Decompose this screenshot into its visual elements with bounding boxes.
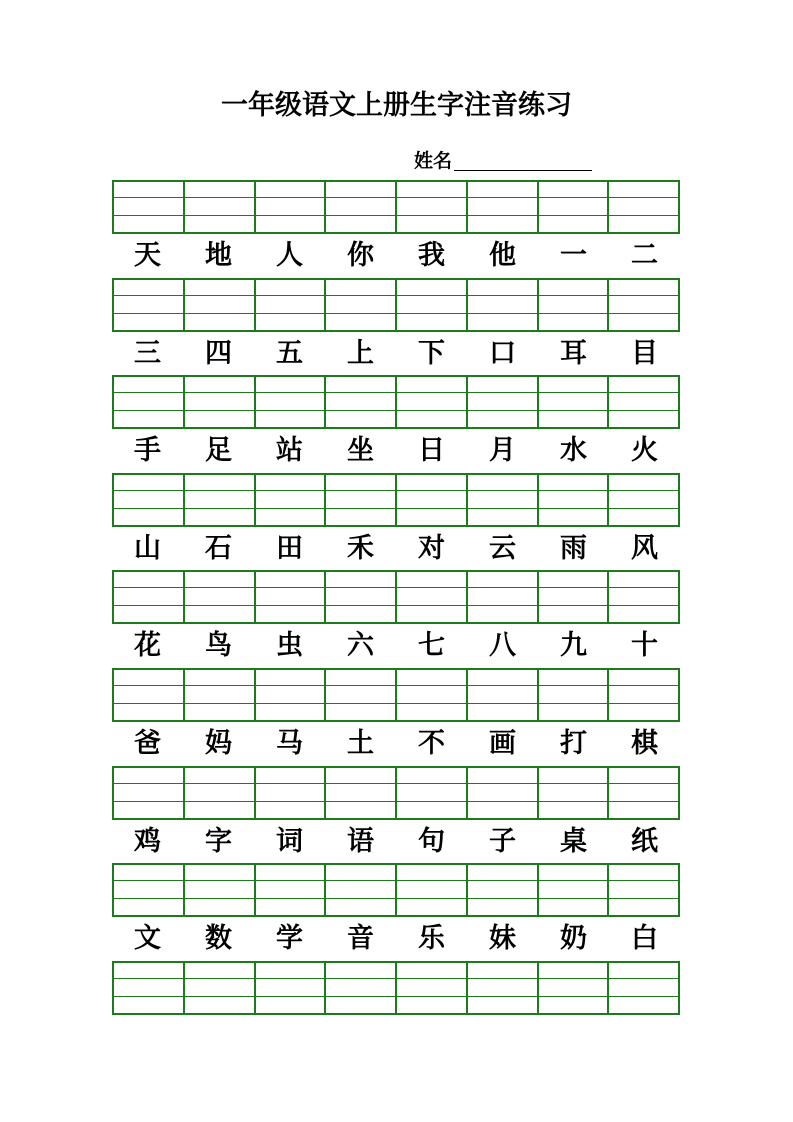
hanzi-character: 站 — [276, 435, 303, 466]
pinyin-grid-7 — [112, 766, 680, 820]
hanzi-character: 目 — [631, 338, 658, 369]
hanzi-character: 数 — [205, 923, 232, 954]
hanzi-character: 风 — [631, 533, 658, 564]
hanzi-character: 地 — [205, 240, 232, 271]
pinyin-cell[interactable] — [183, 475, 254, 525]
hanzi-character: 口 — [489, 338, 516, 369]
pinyin-cell[interactable] — [395, 768, 466, 818]
pinyin-cell[interactable] — [114, 377, 183, 427]
pinyin-cell[interactable] — [254, 670, 325, 720]
pinyin-cell[interactable] — [466, 280, 537, 330]
pinyin-cell[interactable] — [537, 670, 608, 720]
hanzi-character: 对 — [418, 533, 445, 564]
hanzi-character: 文 — [134, 923, 161, 954]
hanzi-character: 马 — [276, 728, 303, 759]
hanzi-character: 足 — [205, 435, 232, 466]
hanzi-character: 坐 — [347, 435, 374, 466]
hanzi-character: 雨 — [560, 533, 587, 564]
pinyin-cell[interactable] — [114, 572, 183, 622]
pinyin-cell[interactable] — [114, 182, 183, 232]
pinyin-cell[interactable] — [183, 768, 254, 818]
hanzi-character: 六 — [347, 630, 374, 661]
hanzi-character: 九 — [560, 630, 587, 661]
pinyin-grid-9 — [112, 961, 680, 1015]
hanzi-character: 棋 — [631, 728, 658, 759]
character-row-5 — [112, 626, 680, 666]
hanzi-character: 四 — [205, 338, 232, 369]
hanzi-character: 山 — [134, 533, 161, 564]
pinyin-cell[interactable] — [537, 377, 608, 427]
pinyin-grid-4 — [112, 473, 680, 527]
pinyin-cell[interactable] — [607, 475, 678, 525]
pinyin-cell[interactable] — [183, 182, 254, 232]
pinyin-cell[interactable] — [324, 670, 395, 720]
hanzi-character: 妹 — [489, 923, 516, 954]
hanzi-character: 手 — [134, 435, 161, 466]
pinyin-cell[interactable] — [607, 670, 678, 720]
hanzi-character: 耳 — [560, 338, 587, 369]
pinyin-cell[interactable] — [254, 377, 325, 427]
pinyin-cell[interactable] — [114, 475, 183, 525]
character-row-8 — [112, 919, 680, 959]
hanzi-character: 田 — [276, 533, 303, 564]
pinyin-cell[interactable] — [183, 865, 254, 915]
pinyin-cell[interactable] — [254, 963, 325, 1013]
pinyin-cell[interactable] — [537, 182, 608, 232]
pinyin-cell[interactable] — [254, 182, 325, 232]
pinyin-cell[interactable] — [395, 280, 466, 330]
pinyin-cell[interactable] — [395, 475, 466, 525]
hanzi-character: 八 — [489, 630, 516, 661]
hanzi-character: 画 — [489, 728, 516, 759]
pinyin-cell[interactable] — [537, 280, 608, 330]
pinyin-cell[interactable] — [114, 280, 183, 330]
hanzi-character: 鸟 — [205, 630, 232, 661]
character-row-7 — [112, 822, 680, 862]
hanzi-character: 句 — [418, 826, 445, 857]
hanzi-character: 石 — [205, 533, 232, 564]
pinyin-cell[interactable] — [324, 865, 395, 915]
pinyin-cell[interactable] — [395, 572, 466, 622]
hanzi-character: 天 — [134, 240, 161, 271]
pinyin-cell[interactable] — [324, 475, 395, 525]
character-row-1 — [112, 236, 680, 276]
hanzi-character: 子 — [489, 826, 516, 857]
hanzi-character: 日 — [418, 435, 445, 466]
pinyin-cell[interactable] — [254, 768, 325, 818]
pinyin-cell[interactable] — [607, 768, 678, 818]
pinyin-cell[interactable] — [183, 377, 254, 427]
pinyin-cell[interactable] — [114, 670, 183, 720]
pinyin-cell[interactable] — [254, 865, 325, 915]
pinyin-cell[interactable] — [324, 768, 395, 818]
pinyin-cell[interactable] — [466, 865, 537, 915]
pinyin-grid-2 — [112, 278, 680, 332]
pinyin-cell[interactable] — [183, 963, 254, 1013]
pinyin-grid-1 — [112, 180, 680, 234]
pinyin-cell[interactable] — [395, 182, 466, 232]
pinyin-cell[interactable] — [466, 182, 537, 232]
hanzi-character: 白 — [631, 923, 658, 954]
pinyin-cell[interactable] — [114, 963, 183, 1013]
hanzi-character: 花 — [134, 630, 161, 661]
pinyin-cell[interactable] — [537, 572, 608, 622]
name-label: 姓名 — [414, 150, 453, 172]
hanzi-character: 火 — [631, 435, 658, 466]
hanzi-character: 禾 — [347, 533, 374, 564]
hanzi-character: 虫 — [276, 630, 303, 661]
hanzi-character: 你 — [347, 240, 374, 271]
hanzi-character: 学 — [276, 923, 303, 954]
pinyin-cell[interactable] — [324, 572, 395, 622]
hanzi-character: 语 — [347, 826, 374, 857]
pinyin-cell[interactable] — [254, 280, 325, 330]
hanzi-character: 字 — [205, 826, 232, 857]
pinyin-cell[interactable] — [607, 572, 678, 622]
pinyin-cell[interactable] — [607, 182, 678, 232]
hanzi-character: 下 — [418, 338, 445, 369]
pinyin-cell[interactable] — [466, 572, 537, 622]
pinyin-cell[interactable] — [183, 670, 254, 720]
pinyin-cell[interactable] — [466, 768, 537, 818]
hanzi-character: 不 — [418, 728, 445, 759]
pinyin-cell[interactable] — [607, 280, 678, 330]
hanzi-character: 我 — [418, 240, 445, 271]
hanzi-character: 妈 — [205, 728, 232, 759]
pinyin-cell[interactable] — [395, 377, 466, 427]
pinyin-cell[interactable] — [466, 377, 537, 427]
pinyin-cell[interactable] — [466, 963, 537, 1013]
hanzi-character: 音 — [347, 923, 374, 954]
pinyin-cell[interactable] — [183, 572, 254, 622]
pinyin-cell[interactable] — [466, 475, 537, 525]
pinyin-cell[interactable] — [395, 963, 466, 1013]
pinyin-cell[interactable] — [607, 865, 678, 915]
pinyin-cell[interactable] — [324, 182, 395, 232]
pinyin-cell[interactable] — [607, 963, 678, 1013]
name-blank-line[interactable] — [454, 150, 592, 171]
pinyin-cell[interactable] — [114, 768, 183, 818]
hanzi-character: 二 — [631, 240, 658, 271]
character-row-3 — [112, 431, 680, 471]
name-field — [414, 145, 592, 173]
hanzi-character: 桌 — [560, 826, 587, 857]
pinyin-grid-5 — [112, 570, 680, 624]
hanzi-character: 打 — [560, 728, 587, 759]
hanzi-character: 乐 — [418, 923, 445, 954]
pinyin-cell[interactable] — [324, 280, 395, 330]
pinyin-grid-3 — [112, 375, 680, 429]
pinyin-cell[interactable] — [395, 865, 466, 915]
pinyin-cell[interactable] — [537, 475, 608, 525]
character-row-4 — [112, 529, 680, 569]
hanzi-character: 他 — [489, 240, 516, 271]
hanzi-character: 纸 — [631, 826, 658, 857]
hanzi-character: 云 — [489, 533, 516, 564]
hanzi-character: 爸 — [134, 728, 161, 759]
hanzi-character: 上 — [347, 338, 374, 369]
hanzi-character: 十 — [631, 630, 658, 661]
hanzi-character: 水 — [560, 435, 587, 466]
hanzi-character: 五 — [276, 338, 303, 369]
character-row-2 — [112, 334, 680, 374]
hanzi-character: 奶 — [560, 923, 587, 954]
pinyin-cell[interactable] — [324, 377, 395, 427]
pinyin-cell[interactable] — [395, 670, 466, 720]
hanzi-character: 土 — [347, 728, 374, 759]
hanzi-character: 一 — [560, 240, 587, 271]
pinyin-cell[interactable] — [537, 865, 608, 915]
hanzi-character: 词 — [276, 826, 303, 857]
pinyin-cell[interactable] — [537, 963, 608, 1013]
pinyin-grid-8 — [112, 863, 680, 917]
pinyin-cell[interactable] — [324, 963, 395, 1013]
hanzi-character: 鸡 — [134, 826, 161, 857]
pinyin-cell[interactable] — [254, 572, 325, 622]
hanzi-character: 三 — [134, 338, 161, 369]
pinyin-cell[interactable] — [254, 475, 325, 525]
pinyin-cell[interactable] — [183, 280, 254, 330]
pinyin-cell[interactable] — [607, 377, 678, 427]
pinyin-cell[interactable] — [114, 865, 183, 915]
pinyin-cell[interactable] — [466, 670, 537, 720]
pinyin-cell[interactable] — [537, 768, 608, 818]
pinyin-grid-6 — [112, 668, 680, 722]
hanzi-character: 人 — [276, 240, 303, 271]
character-row-6 — [112, 724, 680, 764]
hanzi-character: 七 — [418, 630, 445, 661]
hanzi-character: 月 — [489, 435, 516, 466]
page-title: 一年级语文上册生字注音练习 — [221, 90, 572, 121]
